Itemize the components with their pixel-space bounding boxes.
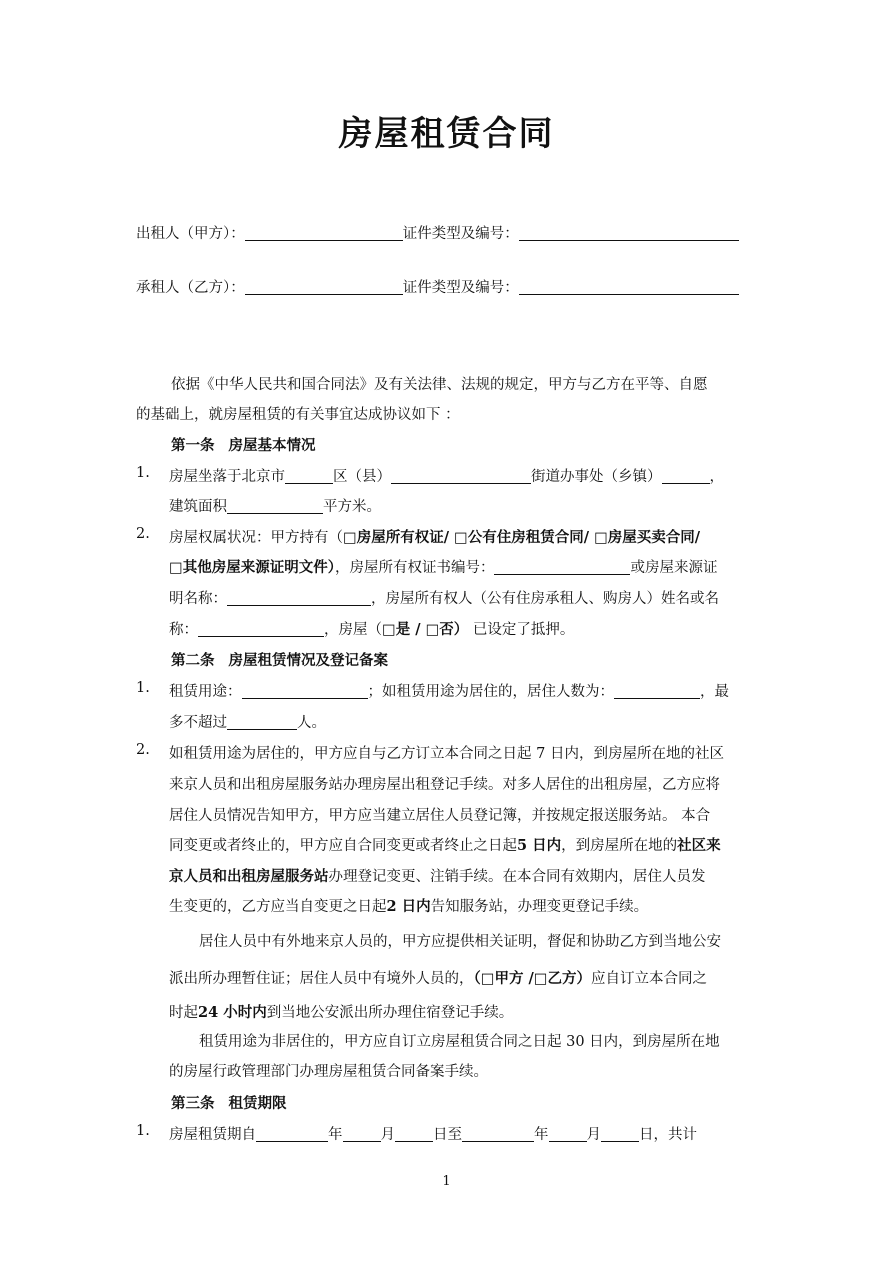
occupants-label: ；如租赁用途为居住的，居住人数为： <box>367 684 614 700</box>
text: ，到房屋所在地的 <box>561 838 678 854</box>
lessee-id-field[interactable] <box>519 279 739 295</box>
text: 时起 <box>169 1005 198 1021</box>
article-3-item-1-line-1 <box>169 1123 697 1144</box>
nonres-para-line-1: 租赁用途为非居住的，甲方应自订立房屋租赁合同之日起 30 日内，到房屋所在地 <box>199 1034 720 1050</box>
article-2-item-2-line-5 <box>169 865 706 886</box>
source-doc-name-label: 明名称： <box>169 591 227 607</box>
text: 同变更或者终止的，甲方应自合同变更或者终止之日起 <box>169 838 517 854</box>
article-3-title: 租赁期限 <box>228 1095 287 1112</box>
lessee-row <box>136 276 776 297</box>
end-year-field[interactable] <box>462 1126 534 1142</box>
article-2-item-1-line-1 <box>169 680 729 701</box>
ownership-doc-options[interactable]: □房屋所有权证/ □公有住房租赁合同/ □房屋买卖合同/ <box>343 529 701 546</box>
article-2-item-1-number: 1. <box>136 680 150 696</box>
lessor-id-label: 证件类型及编号： <box>402 226 519 242</box>
nonres-para-line-2: 的房屋行政管理部门办理房屋租赁合同备案手续。 <box>169 1064 488 1080</box>
cert-number-field[interactable] <box>494 559 630 575</box>
location-city-label: 房屋坐落于北京市 <box>169 469 285 485</box>
owner-name-field[interactable] <box>198 621 324 637</box>
area-label: 建筑面积 <box>169 499 227 515</box>
registrant-options[interactable]: （□甲方 /□乙方） <box>473 970 591 987</box>
emphasis: 24 小时内 <box>198 1004 267 1021</box>
lessee-label: 承租人（乙方）： <box>136 280 245 296</box>
lessor-label: 出租人（甲方）： <box>136 226 245 242</box>
source-doc-label: 或房屋来源证 <box>630 560 718 576</box>
cert-number-label: ，房屋所有权证书编号： <box>334 560 495 576</box>
year-label: 年 <box>534 1127 549 1143</box>
article-2-item-2-number: 2. <box>136 742 150 758</box>
article-1-item-1-number: 1. <box>136 465 150 481</box>
town-field[interactable] <box>662 468 710 484</box>
article-1-heading <box>171 434 316 455</box>
emphasis: 2 日内 <box>386 898 431 915</box>
usage-field[interactable] <box>242 683 368 699</box>
lessee-id-label: 证件类型及编号： <box>402 280 519 296</box>
foreign-para-line-3 <box>169 1001 513 1022</box>
total-label: 日，共计 <box>639 1127 697 1143</box>
article-1-item-2-line-1 <box>169 526 700 547</box>
district-field[interactable] <box>285 468 333 484</box>
mortgage-label: ，房屋（ <box>324 622 382 638</box>
end-month-field[interactable] <box>549 1126 587 1142</box>
article-2-item-2-line-3: 居住人员情况告知甲方，甲方应当建立居住人员登记簿，并按规定报送服务站。 本合 <box>169 808 711 824</box>
article-3-number: 第三条 <box>171 1095 215 1112</box>
foreign-para-line-1: 居住人员中有外地来京人员的，甲方应提供相关证明，督促和协助乙方到当地公安 <box>199 934 721 950</box>
article-1-item-2-line-3 <box>169 587 719 608</box>
article-2-item-1-line-2 <box>169 711 326 732</box>
intro-line-2: 的基础上，就房屋租赁的有关事宜达成协议如下 ： <box>136 407 460 423</box>
occupants-field[interactable] <box>614 683 700 699</box>
mortgage-options[interactable]: □是 / □否） <box>382 621 469 638</box>
article-2-title: 房屋租赁情况及登记备案 <box>228 652 388 669</box>
text: 办理登记变更、注销手续。在本合同有效期内，居住人员发 <box>328 869 706 885</box>
owner-name-prefix: 称： <box>169 622 198 638</box>
foreign-para-line-2 <box>169 967 707 988</box>
article-1-item-2-line-4 <box>169 618 574 639</box>
year-label: 年 <box>328 1127 343 1143</box>
page-title: 房屋租赁合同 <box>338 114 555 154</box>
district-label: 区（县） <box>333 469 391 485</box>
article-2-item-2-line-2: 来京人员和出租房屋服务站办理房屋出租登记手续。对多人居住的出租房屋，乙方应将 <box>169 777 720 793</box>
article-1-number: 第一条 <box>171 437 215 454</box>
article-1-item-1-line-2 <box>169 495 381 516</box>
start-month-field[interactable] <box>343 1126 381 1142</box>
emphasis: 京人员和出租房屋服务站 <box>169 868 329 885</box>
lessor-name-field[interactable] <box>245 225 403 241</box>
usage-label: 租赁用途： <box>169 684 242 700</box>
article-2-item-2-line-4 <box>169 834 721 855</box>
subdistrict-field[interactable] <box>391 468 531 484</box>
start-year-field[interactable] <box>256 1126 328 1142</box>
owner-name-label: ，房屋所有权人（公有住房承租人、购房人）姓名或名 <box>371 591 719 607</box>
source-doc-name-field[interactable] <box>227 590 371 606</box>
article-3-item-1-number: 1. <box>136 1123 150 1139</box>
end-day-field[interactable] <box>601 1126 639 1142</box>
month-label: 月 <box>380 1127 395 1143</box>
max-occupants-field[interactable] <box>227 714 297 730</box>
area-unit: 平方米。 <box>323 499 381 515</box>
subdistrict-label: 街道办事处（乡镇） <box>531 469 662 485</box>
month-label: 月 <box>586 1127 601 1143</box>
text: 到当地公安派出所办理住宿登记手续。 <box>266 1005 514 1021</box>
day-to-label: 日至 <box>433 1127 462 1143</box>
ownership-other-option[interactable]: □其他房屋来源证明文件） <box>169 559 335 576</box>
lessor-id-field[interactable] <box>519 225 739 241</box>
start-day-field[interactable] <box>395 1126 433 1142</box>
area-field[interactable] <box>227 498 323 514</box>
mortgage-suffix: 已设定了抵押。 <box>468 622 575 638</box>
persons-unit: 人。 <box>297 715 326 731</box>
lessor-row <box>136 222 776 243</box>
emphasis: 社区来 <box>677 837 721 854</box>
comma: ， <box>709 469 724 485</box>
intro-line-1: 依据《中华人民共和国合同法》及有关法律、法规的规定，甲方与乙方在平等、自愿 <box>171 377 708 393</box>
article-1-item-1-line-1 <box>169 465 724 486</box>
text: 生变更的，乙方应当自变更之日起 <box>169 899 387 915</box>
article-2-item-2-line-1: 如租赁用途为居住的，甲方应自与乙方订立本合同之日起 7 日内，到房屋所在地的社区 <box>169 746 724 762</box>
article-2-item-2-line-6 <box>169 895 648 916</box>
max-prefix: ，最 <box>700 684 729 700</box>
term-label: 房屋租赁期自 <box>169 1127 256 1143</box>
article-2-heading <box>171 649 388 670</box>
text: 派出所办理暂住证；居住人员中有境外人员的， <box>169 971 474 987</box>
ownership-label: 房屋权属状况：甲方持有（ <box>169 530 343 546</box>
emphasis: 5 日内 <box>517 837 562 854</box>
page-number: 1 <box>442 1174 451 1189</box>
max-occupants-label: 多不超过 <box>169 715 227 731</box>
lessee-name-field[interactable] <box>245 279 403 295</box>
article-1-item-2-number: 2. <box>136 526 150 542</box>
text: 应自订立本合同之 <box>591 971 707 987</box>
text: 告知服务站，办理变更登记手续。 <box>430 899 649 915</box>
article-3-heading <box>171 1092 287 1113</box>
article-1-item-2-line-2 <box>169 556 717 577</box>
article-2-number: 第二条 <box>171 652 215 669</box>
article-1-title: 房屋基本情况 <box>228 437 316 454</box>
